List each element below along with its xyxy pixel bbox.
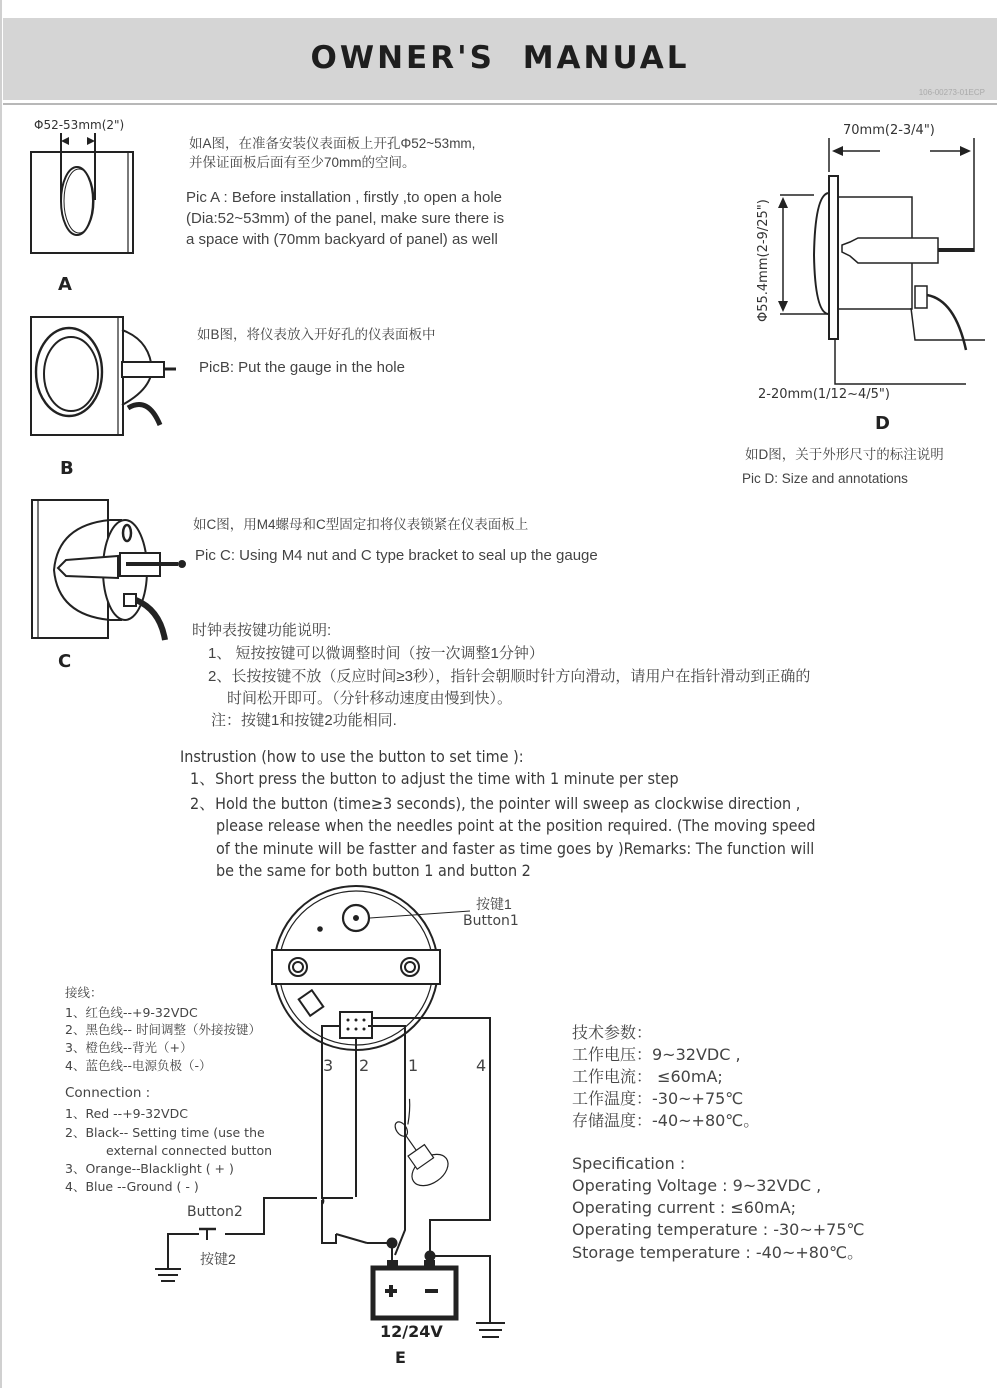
clock-cn-line-2: 2、长按按键不放（反应时间≥3秒），指针会朝顺时针方向滑动，请用户在指针滑动到正确的 [208,668,811,685]
fig-d-label: D [875,413,890,434]
button2-label-cn: 按键2 [200,1251,236,1267]
fig-b-text-en: PicB: Put the gauge in the hole [199,359,405,376]
connection-cn-item-2: 2、黑色线-- 时间调整（外接按键） [65,1022,261,1037]
document-code: 106-00273-01ECP [918,88,985,97]
connection-cn-heading: 接线： [65,985,103,1000]
specs-cn-storage-temp: 存储温度：-40~+80℃。 [572,1111,760,1130]
battery-voltage: 12/24V [380,1322,443,1341]
clock-en-line-3: please release when the needles point at the position required. (The moving speed [216,816,816,835]
clock-en-line-4: of the minute will be fastter and faster as time goes by )Remarks: The function will [216,839,815,858]
connection-cn-item-4: 4、蓝色线--电源负极（-） [65,1058,212,1073]
fig-a-dimension: Φ52-53mm(2") [34,118,125,132]
fig-b-text-cn: 如B图，将仪表放入开好孔的仪表面板中 [197,327,436,342]
clock-en-heading: Instrustion (how to use the button to set time ): [180,747,524,766]
specs-en-heading: Specification : [572,1154,686,1173]
fig-c-label: C [58,651,72,672]
specs-en-current: Operating current : ≤60mA; [572,1198,797,1217]
fig-a-text-cn-1: 如A图，在准备安装仪表面板上开孔Φ52~53mm, [189,136,476,151]
wire-number-2: 2 [359,1056,370,1075]
wire-number-1: 1 [408,1056,419,1075]
specs-cn-op-temp: 工作温度：-30~+75℃ [572,1089,744,1108]
button2-label-en: Button2 [187,1204,243,1220]
wire-number-3: 3 [323,1056,334,1075]
fig-d-panel-thickness: 2-20mm(1/12~4/5") [758,387,890,402]
clock-en-line-2: 2、Hold the button (time≥3 seconds), the pointer will sweep as clockwise direction , [190,794,801,813]
fig-a-label: A [58,274,72,295]
fig-c-text-cn: 如C图，用M4螺母和C型固定扣将仪表锁紧在仪表面板上 [193,517,529,532]
fig-e-label: E [395,1348,406,1367]
fig-d-depth: 70mm(2-3/4") [843,123,935,138]
button1-label-en: Button1 [463,913,519,929]
specs-cn-voltage: 工作电压：9~32VDC , [572,1045,741,1064]
clock-cn-note: 注：按键1和按键2功能相同. [211,712,397,729]
wire-number-4: 4 [476,1056,487,1075]
fig-d-text-en: Pic D: Size and annotations [742,471,908,486]
clock-en-line-5: be the same for both button 1 and button 2 [216,861,531,880]
fig-b-label: B [60,458,74,479]
connection-en-item-2: 2、Black-- Setting time (use the [65,1125,265,1140]
page-title: OWNER'S MANUAL [310,40,690,76]
button1-label-cn: 按键1 [476,896,512,912]
specs-en-voltage: Operating Voltage : 9~32VDC , [572,1176,822,1195]
specs-cn-current: 工作电流： ≤60mA; [572,1067,723,1086]
fig-a-text-cn-2: 并保证面板后面有至少70mm的空间。 [189,155,416,170]
connection-cn-item-1: 1、红色线--+9-32VDC [65,1005,198,1020]
clock-cn-line-1: 1、 短按按键可以微调整时间（按一次调整1分钟） [208,645,544,662]
specs-cn-heading: 技术参数： [572,1023,653,1042]
fig-c-text-en: Pic C: Using M4 nut and C type bracket to seal up the gauge [195,547,598,564]
battery-terminal-symbols [385,1285,438,1297]
connection-en-item-1: 1、Red --+9-32VDC [65,1106,188,1121]
connection-cn-item-3: 3、橙色线--背光（+） [65,1040,193,1055]
specs-en-storage-temp: Storage temperature : -40~+80℃。 [572,1243,864,1262]
fig-d-diameter: Φ55.4mm(2-9/25") [756,199,771,322]
fig-a-text-en-3: a space with (70mm backyard of panel) as well [186,231,498,248]
connection-en-item-3: 3、Orange--Blacklight ( + ) [65,1161,234,1176]
clock-cn-heading: 时钟表按键功能说明: [192,622,332,639]
connection-en-item-2-cont: external connected button [106,1143,273,1158]
fig-a-text-en-2: (Dia:52~53mm) of the panel, make sure there is [186,210,505,227]
specs-en-op-temp: Operating temperature : -30~+75℃ [572,1220,865,1239]
connection-en-item-4: 4、Blue --Ground ( - ) [65,1179,199,1194]
connection-en-heading: Connection : [65,1085,151,1101]
clock-cn-line-3: 时间松开即可。（分针移动速度由慢到快）。 [227,690,513,707]
clock-en-line-1: 1、Short press the button to adjust the time with 1 minute per step [190,769,679,788]
fig-a-text-en-1: Pic A : Before installation , firstly ,to open a hole [186,189,503,206]
fig-d-text-cn: 如D图，关于外形尺寸的标注说明 [745,447,944,462]
